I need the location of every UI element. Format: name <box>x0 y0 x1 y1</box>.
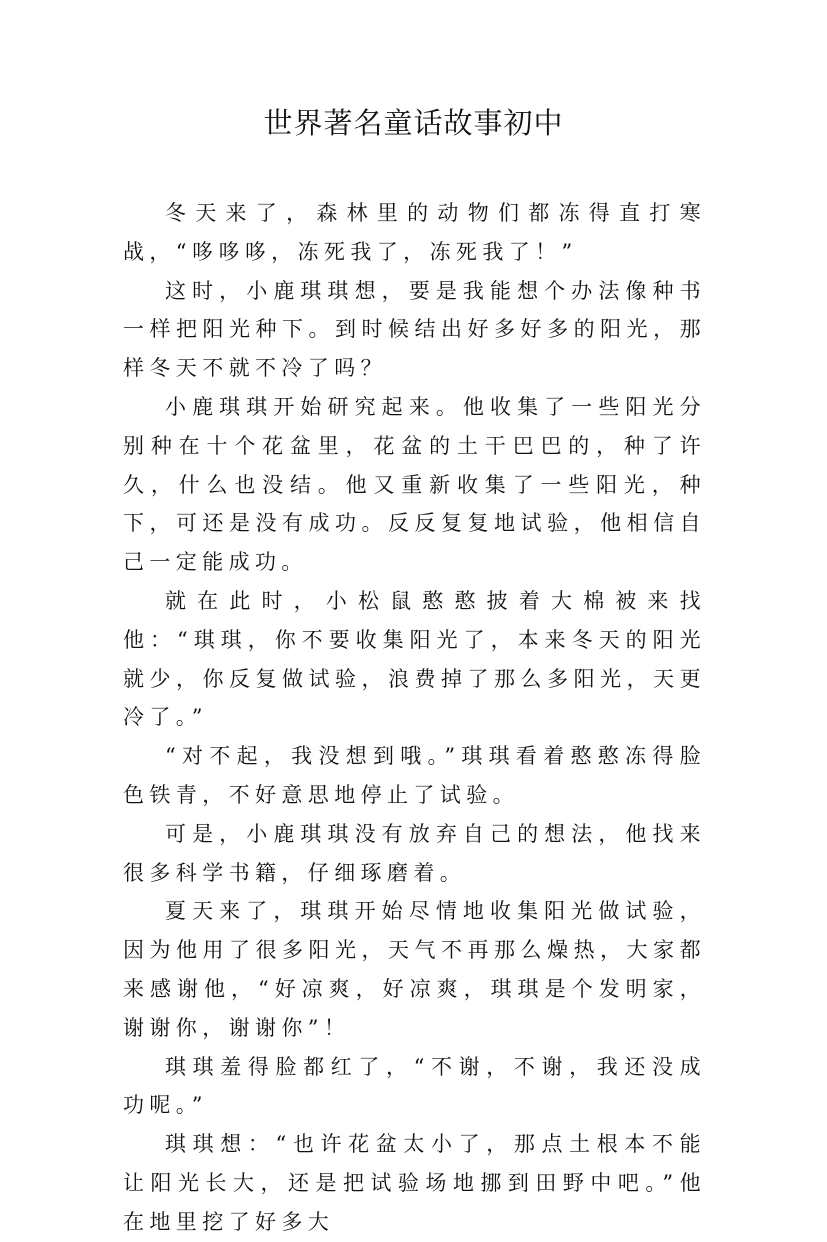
paragraph: 小鹿琪琪开始研究起来。他收集了一些阳光分别种在十个花盆里，花盆的土干巴巴的，种了许久，什么也没结。他又重新收集了一些阳光，种下，可还是没有成功。反反复复地试验，他相信自己一定能成功。 <box>123 394 706 575</box>
paragraph: 夏天来了，琪琪开始尽情地收集阳光做试验，因为他用了很多阳光，天气不再那么燥热，大家都来感谢他，“好凉爽，好凉爽，琪琪是个发明家，谢谢你，谢谢你”！ <box>123 899 706 1040</box>
paragraph: 琪琪羞得脸都红了，“不谢，不谢，我还没成功呢。” <box>123 1054 706 1118</box>
paragraph: “对不起，我没想到哦。”琪琪看着憨憨冻得脸色铁青，不好意思地停止了试验。 <box>123 744 706 807</box>
document-body <box>123 194 706 1242</box>
paragraph: 可是，小鹿琪琪没有放弃自己的想法，他找来很多科学书籍，仔细琢磨着。 <box>123 821 706 885</box>
paragraph: 琪琪想：“也许花盆太小了，那点土根本不能让阳光长大，还是把试验场地挪到田野中吧。”他在地里挖了好多大 <box>123 1132 706 1234</box>
document-title: 世界著名童话故事初中 <box>263 106 564 140</box>
paragraph: 就在此时，小松鼠憨憨披着大棉被来找他：“琪琪，你不要收集阳光了，本来冬天的阳光就少，你反复做试验，浪费掉了那么多阳光，天更冷了。” <box>123 588 706 730</box>
paragraph: 这时，小鹿琪琪想，要是我能想个办法像种书一样把阳光种下。到时候结出好多好多的阳光，那样冬天不就不冷了吗？ <box>123 278 706 381</box>
paragraph: 冬天来了，森林里的动物们都冻得直打寒战，“哆哆哆，冻死我了，冻死我了！” <box>123 201 706 264</box>
